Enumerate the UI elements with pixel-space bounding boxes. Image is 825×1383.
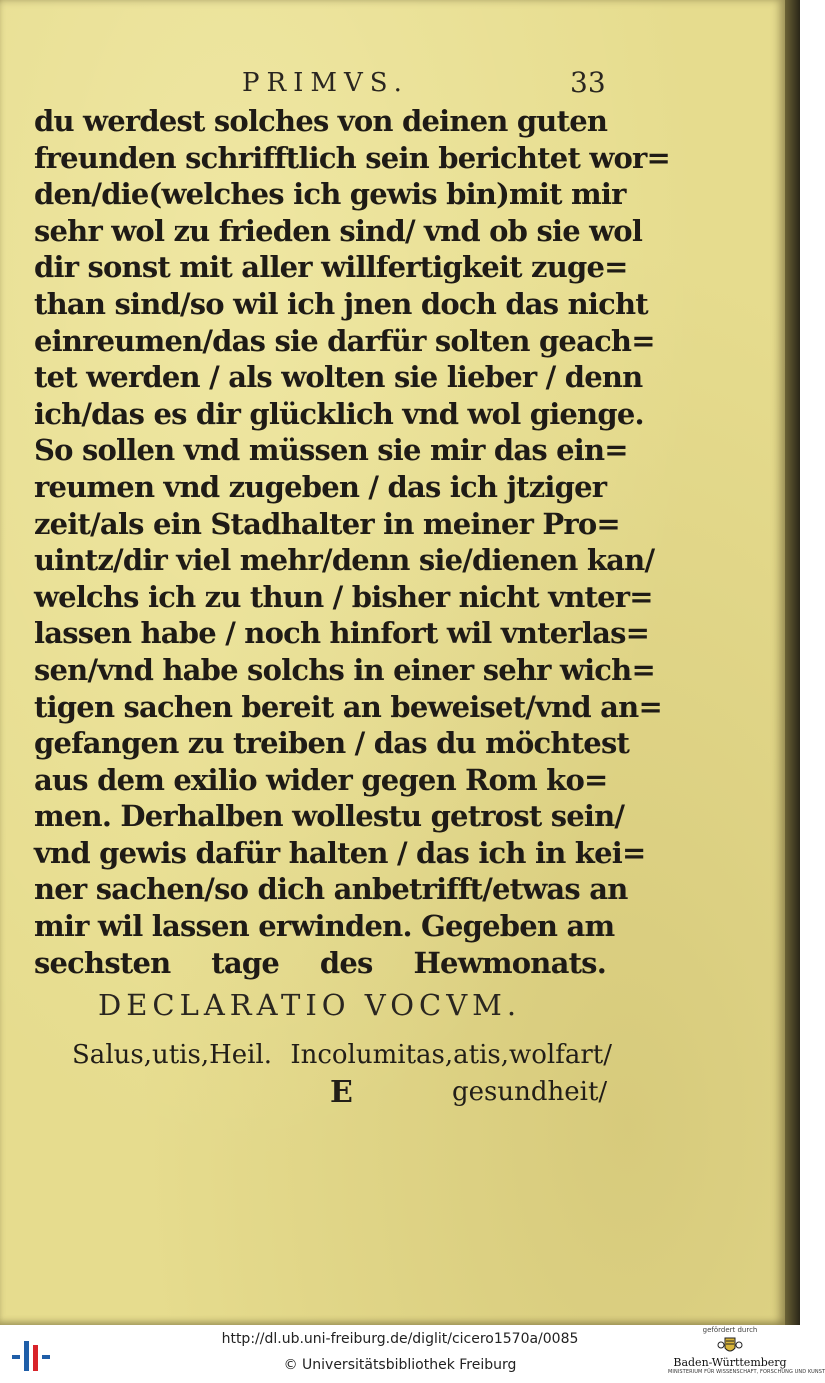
glossary-continuation: gesundheit/ bbox=[452, 1077, 608, 1107]
text-line: einreumen/das sie darfür solten geach= bbox=[34, 323, 655, 358]
funder-label: gefördert durch bbox=[702, 1326, 758, 1334]
text-line: mir wil lassen erwinden. Gegeben am bbox=[34, 909, 615, 944]
text-line: den/die(welches ich gewis bin)mit mir bbox=[34, 177, 626, 212]
text-line: So sollen vnd müssen sie mir das ein= bbox=[34, 433, 628, 468]
text-line: tigen sachen bereit an beweiset/vnd an= bbox=[34, 689, 662, 724]
funder-badge bbox=[668, 1326, 825, 1381]
text-line: ich/das es dir glücklich vnd wol gienge. bbox=[34, 396, 644, 431]
text-line: sehr wol zu frieden sind/ vnd ob sie wol bbox=[34, 213, 643, 248]
text-line: lassen habe / noch hinfort wil vnterlas= bbox=[34, 616, 650, 651]
running-head: PRIMVS. bbox=[242, 68, 409, 98]
text-line: reumen vnd zugeben / das ich jtziger bbox=[34, 469, 607, 504]
text-line: vnd gewis dafür halten / das ich in kei= bbox=[34, 835, 646, 870]
glossary-line: Salus,utis,Heil. Incolumitas,atis,wolfart/ bbox=[72, 1040, 612, 1070]
text-line: dir sonst mit aller willfertigkeit zuge= bbox=[34, 250, 628, 285]
body-text bbox=[34, 103, 671, 981]
text-line: sen/vnd habe solchs in einer sehr wich= bbox=[34, 652, 655, 687]
text-line: freunden schrifftlich sein berichtet wor= bbox=[34, 140, 671, 175]
text-line: tet werden / als wolten sie lieber / denn bbox=[34, 360, 643, 395]
text-line: than sind/so wil ich jnen doch das nicht bbox=[34, 286, 648, 321]
coat-of-arms-icon bbox=[716, 1336, 744, 1356]
text-line: du werdest solches von deinen guten bbox=[34, 104, 608, 138]
text-line: uintz/dir viel mehr/denn sie/dienen kan/ bbox=[34, 543, 655, 578]
copyright-notice: © Universitätsbibliothek Freiburg bbox=[283, 1357, 517, 1373]
page-edge bbox=[785, 0, 800, 1325]
text-line: sechsten tage des Hewmonats. bbox=[34, 945, 606, 980]
text-line: zeit/als ein Stadhalter in meiner Pro= bbox=[34, 506, 620, 541]
text-line: men. Derhalben wollestu getrost sein/ bbox=[34, 799, 625, 834]
text-line: gefangen zu treiben / das du möchtest bbox=[34, 726, 630, 761]
page-number: 33 bbox=[570, 66, 606, 99]
text-line: ner sachen/so dich anbetrifft/etwas an bbox=[34, 872, 628, 907]
funder-ministry: MINISTERIUM FÜR WISSENSCHAFT, FORSCHUNG UND KUNST bbox=[668, 1369, 825, 1375]
text-line: welchs ich zu thun / bisher nicht vnter= bbox=[34, 579, 653, 614]
permalink-url[interactable]: http://dl.ub.uni-freiburg.de/diglit/cicero1570a/0085 bbox=[221, 1331, 579, 1347]
text-line: aus dem exilio wider gegen Rom ko= bbox=[34, 762, 608, 797]
section-heading: DECLARATIO VOCVM. bbox=[98, 988, 522, 1022]
funder-state: Baden-Württemberg bbox=[673, 1356, 787, 1369]
catchword: E bbox=[330, 1075, 353, 1110]
